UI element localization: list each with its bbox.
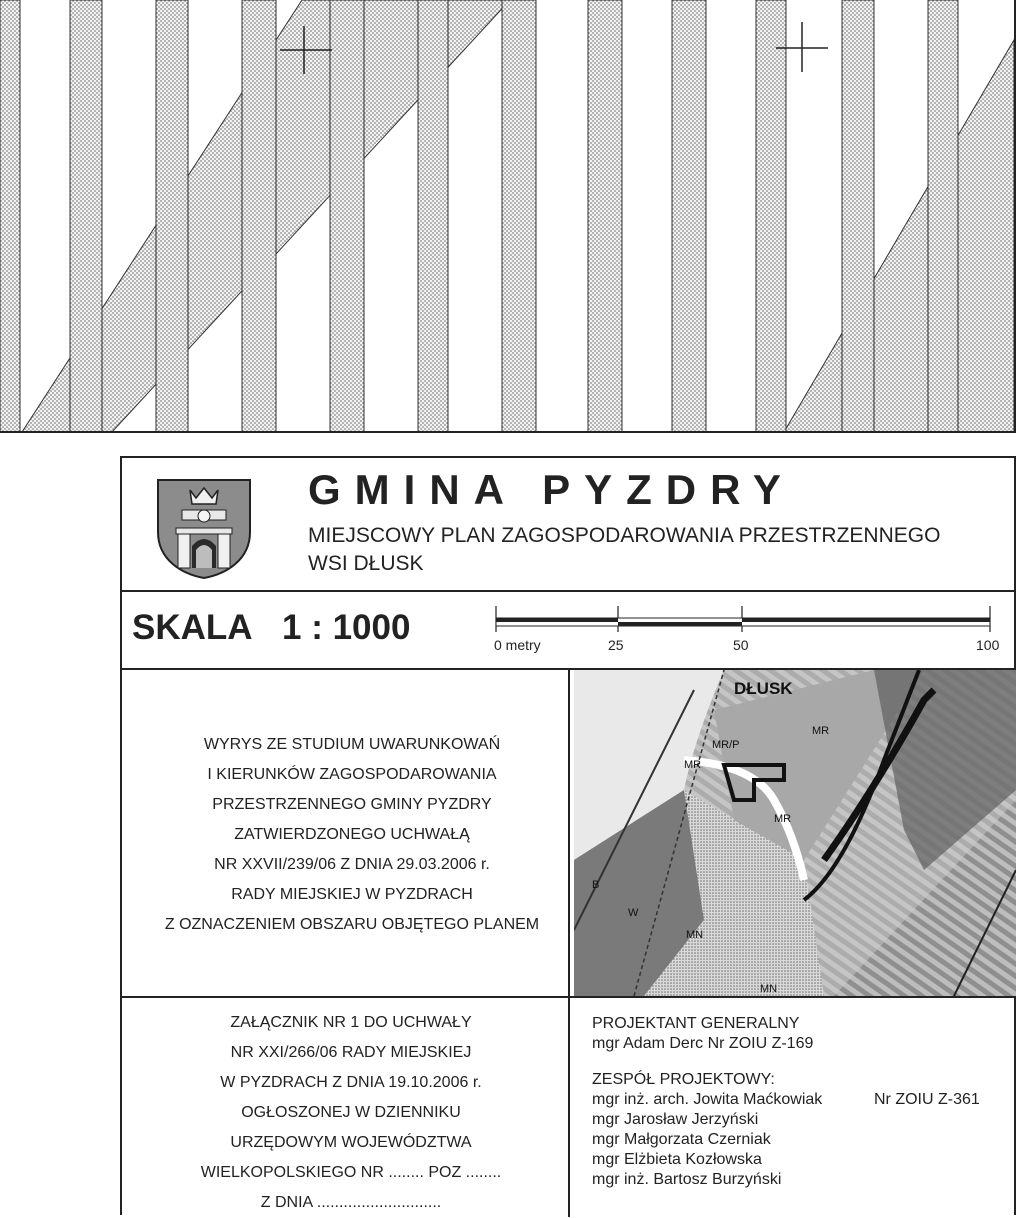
map-label-zone: MR/P bbox=[712, 739, 740, 751]
annex-line: URZĘDOWYM WOJEWÓDZTWA bbox=[230, 1134, 472, 1151]
coat-of-arms-icon bbox=[154, 476, 254, 580]
design-team-block bbox=[592, 1014, 1012, 1190]
map-label-village: DŁUSK bbox=[734, 679, 793, 698]
excerpt-line: NR XXVII/239/06 Z DNIA 29.03.2006 r. bbox=[214, 856, 490, 873]
study-excerpt-text bbox=[140, 730, 564, 940]
excerpt-line: RADY MIEJSKIEJ W PYZDRACH bbox=[231, 886, 473, 903]
plan-title-line: WSI DŁUSK bbox=[308, 552, 424, 575]
scale-ratio: 1 : 1000 bbox=[282, 608, 411, 647]
excerpt-line: ZATWIERDZONEGO UCHWAŁĄ bbox=[234, 826, 470, 843]
team-member-name: mgr Jarosław Jerzyński bbox=[592, 1111, 759, 1128]
team-member bbox=[592, 1130, 1012, 1150]
divider-vertical bbox=[568, 668, 570, 1217]
scale-tick-label: 100 bbox=[976, 637, 1000, 653]
divider bbox=[122, 590, 1014, 592]
divider bbox=[122, 996, 1014, 998]
annex-line: WIELKOPOLSKIEGO NR ........ POZ ........ bbox=[200, 1164, 502, 1181]
team-member-name: mgr inż. Bartosz Burzyński bbox=[592, 1171, 782, 1188]
scale-label: SKALA bbox=[132, 608, 253, 647]
excerpt-line: Z OZNACZENIEM OBSZARU OBJĘTEGO PLANEM bbox=[164, 916, 540, 933]
municipality-name: GMINA PYZDRY bbox=[308, 466, 795, 513]
map-label-zone: MR bbox=[812, 725, 830, 737]
map-label-zone: MN bbox=[686, 929, 704, 941]
team-member-reg: Nr ZOIU Z-361 bbox=[874, 1091, 980, 1108]
excerpt-line: WYRYS ZE STUDIUM UWARUNKOWAŃ bbox=[203, 736, 501, 753]
excerpt-line: I KIERUNKÓW ZAGOSPODAROWANIA bbox=[207, 766, 497, 783]
team-member bbox=[592, 1110, 1012, 1130]
scale-tick-label: 0 metry bbox=[494, 637, 541, 653]
plan-title-line: MIEJSCOWY PLAN ZAGOSPODAROWANIA PRZESTRZENNEGO bbox=[308, 524, 941, 547]
scale-tick-label: 50 bbox=[733, 637, 749, 653]
annex-line: Z DNIA ............................ bbox=[260, 1194, 442, 1211]
team-title: ZESPÓŁ PROJEKTOWY: bbox=[592, 1071, 775, 1088]
annex-line: NR XXI/266/06 RADY MIEJSKIEJ bbox=[230, 1044, 472, 1061]
plan-title bbox=[308, 522, 940, 578]
map-label-zone: MR bbox=[774, 813, 792, 825]
general-designer-title: PROJEKTANT GENERALNY bbox=[592, 1015, 800, 1032]
study-excerpt-map bbox=[574, 670, 1016, 996]
map-label-zone: B bbox=[592, 879, 600, 891]
map-label-zone: W bbox=[628, 907, 639, 919]
annex-line: OGŁOSZONEJ W DZIENNIKU bbox=[241, 1104, 461, 1121]
title-block bbox=[120, 456, 1016, 1215]
excerpt-line: PRZESTRZENNEGO GMINY PYZDRY bbox=[212, 796, 492, 813]
map-label-zone: MN bbox=[760, 983, 778, 995]
plan-map-fragment bbox=[0, 0, 1024, 436]
team-member-name: mgr Małgorzata Czerniak bbox=[592, 1131, 771, 1148]
scale-tick-label: 25 bbox=[608, 637, 624, 653]
team-member bbox=[592, 1150, 1012, 1170]
resolution-annex-text bbox=[144, 1008, 558, 1218]
team-member bbox=[592, 1090, 1012, 1110]
general-designer-name: mgr Adam Derc Nr ZOIU Z-169 bbox=[592, 1035, 814, 1052]
team-member bbox=[592, 1170, 1012, 1190]
team-member-name: mgr inż. arch. Jowita Maćkowiak bbox=[592, 1091, 823, 1108]
annex-line: ZAŁĄCZNIK NR 1 DO UCHWAŁY bbox=[230, 1014, 472, 1031]
team-member-name: mgr Elżbieta Kozłowska bbox=[592, 1151, 762, 1168]
annex-line: W PYZDRACH Z DNIA 19.10.2006 r. bbox=[220, 1074, 482, 1091]
scale-bar bbox=[490, 602, 1000, 658]
map-label-zone: MR bbox=[684, 759, 702, 771]
